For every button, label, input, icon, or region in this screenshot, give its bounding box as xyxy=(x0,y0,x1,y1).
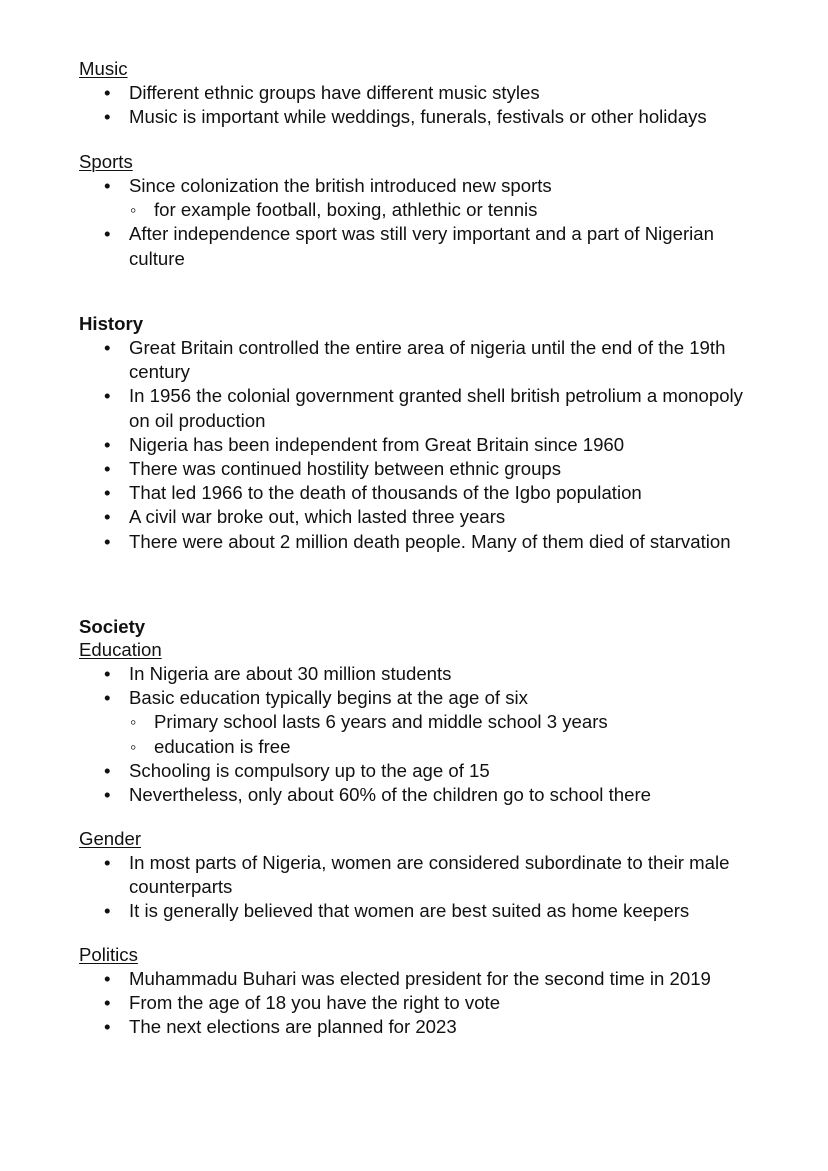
list-item: • Nigeria has been independent from Great Britain since 1960 xyxy=(129,433,749,457)
gender-list xyxy=(0,851,749,924)
politics-heading: Politics xyxy=(79,944,138,965)
list-item: • In 1956 the colonial government granted shell british petrolium a monopoly on oil production xyxy=(129,384,749,432)
history-heading: History xyxy=(79,313,144,334)
list-item: • A civil war broke out, which lasted three years xyxy=(129,505,749,529)
list-item: • The next elections are planned for 2023 xyxy=(129,1015,749,1039)
list-item: • Different ethnic groups have different music styles xyxy=(129,81,749,105)
list-item: • Basic education typically begins at the age of six xyxy=(129,686,749,710)
society-heading: Society xyxy=(79,616,146,637)
music-heading: Music xyxy=(79,58,128,79)
list-item: • Great Britain controlled the entire area of nigeria until the end of the 19th century xyxy=(129,336,749,384)
list-item: • In most parts of Nigeria, women are considered subordinate to their male counterparts xyxy=(129,851,749,899)
education-list xyxy=(0,662,754,807)
politics-list xyxy=(0,967,749,1040)
music-list xyxy=(0,81,749,129)
list-item: • Schooling is compulsory up to the age of 15 xyxy=(129,759,749,783)
history-list xyxy=(0,336,749,554)
sub-list-item: ◦ Primary school lasts 6 years and middle school 3 years xyxy=(154,710,754,734)
list-item: • There were about 2 million death people. Many of them died of starvation xyxy=(129,530,749,554)
sports-list xyxy=(0,174,754,271)
list-item: • After independence sport was still very important and a part of Nigerian culture xyxy=(129,222,749,270)
gender-heading: Gender xyxy=(79,828,142,849)
list-item: • Muhammadu Buhari was elected president for the second time in 2019 xyxy=(129,967,749,991)
list-item: • Since colonization the british introduced new sports xyxy=(129,174,749,198)
list-item: • Nevertheless, only about 60% of the children go to school there xyxy=(129,783,749,807)
list-item: • That led 1966 to the death of thousands of the Igbo population xyxy=(129,481,749,505)
list-item: • In Nigeria are about 30 million students xyxy=(129,662,749,686)
list-item: • It is generally believed that women are best suited as home keepers xyxy=(129,899,749,923)
sports-heading: Sports xyxy=(79,151,133,172)
list-item: • There was continued hostility between ethnic groups xyxy=(129,457,749,481)
list-item: • Music is important while weddings, funerals, festivals or other holidays xyxy=(129,105,749,129)
list-item: • From the age of 18 you have the right to vote xyxy=(129,991,749,1015)
education-heading: Education xyxy=(79,639,162,660)
sub-list-item: ◦ education is free xyxy=(154,735,754,759)
sub-list-item: ◦ for example football, boxing, athlethic or tennis xyxy=(154,198,754,222)
